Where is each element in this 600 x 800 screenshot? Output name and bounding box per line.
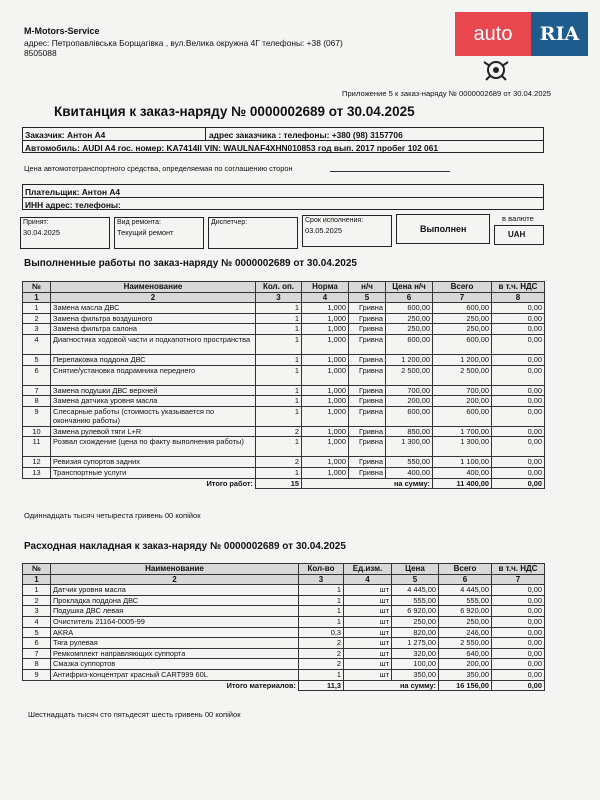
table-cell: 1 100,00 (433, 457, 492, 468)
column-number: 4 (344, 574, 392, 585)
table-row (23, 585, 545, 596)
column-number: 6 (386, 292, 433, 303)
table-cell: 1 275,00 (392, 638, 439, 649)
table-cell: 250,00 (392, 616, 439, 627)
table-cell: Гривна (349, 437, 386, 457)
table-cell: 250,00 (433, 324, 492, 335)
table-cell: 555,00 (439, 595, 492, 606)
column-number: 3 (256, 292, 302, 303)
column-number: 3 (299, 574, 344, 585)
table-cell: 600,00 (433, 406, 492, 426)
table-cell: 1 700,00 (433, 426, 492, 437)
table-cell: 3 (23, 324, 51, 335)
table-cell: 1 200,00 (386, 354, 433, 365)
materials-sum-in-words: Шестнадцать тысяч сто пятьдесят шесть гривень 00 копійок (28, 710, 241, 719)
table-cell: 1 (23, 303, 51, 314)
table-cell: 200,00 (439, 659, 492, 670)
table-cell: 5 (23, 354, 51, 365)
customer-name: Заказчик: Антон А4 (25, 130, 106, 140)
table-cell: AKRA (51, 627, 299, 638)
table-cell: 400,00 (433, 467, 492, 478)
currency-label: в валюте (502, 214, 534, 223)
total-sum: 11 400,00 (433, 478, 492, 489)
company-address: адрес: Петропавлівська Борщагівка , вул.Велика окружна 4Г телефоны: +38 (067) (24, 38, 343, 48)
table-cell: 6 920,00 (439, 606, 492, 617)
table-cell: 0,00 (492, 616, 545, 627)
table-cell: Гривна (349, 385, 386, 396)
table-cell: 1 (299, 616, 344, 627)
table-cell: Замена датчика уровня масла (51, 396, 256, 407)
table-cell: 850,00 (386, 426, 433, 437)
table-cell: Прокладка поддона ДВС (51, 595, 299, 606)
column-number: 7 (492, 574, 545, 585)
car-parts-icon (482, 58, 510, 82)
table-cell: Смазка суппортов (51, 659, 299, 670)
table-cell: Очиститель 21164-0005-99 (51, 616, 299, 627)
works-table (22, 281, 545, 489)
table-cell: Розвал схождение (цена по факту выполнения работы) (51, 437, 256, 457)
table-row (23, 426, 545, 437)
table-cell: Транспортные услуги (51, 467, 256, 478)
table-cell: 0,00 (492, 669, 545, 680)
table-cell: 9 (23, 669, 51, 680)
company-name: M-Motors-Service (24, 26, 100, 36)
table-header-row (23, 564, 545, 575)
total-qty: 15 (256, 478, 302, 489)
table-cell: Замена подушки ДВС верхней (51, 385, 256, 396)
table-cell: 2 (23, 595, 51, 606)
table-cell: 1 (299, 606, 344, 617)
table-cell: 1,000 (302, 365, 349, 385)
table-row (23, 606, 545, 617)
table-cell: 0,00 (492, 385, 545, 396)
table-cell: 2 (256, 457, 302, 468)
table-cell: шт (344, 648, 392, 659)
table-cell: 0,00 (492, 467, 545, 478)
table-row (23, 354, 545, 365)
table-cell: 0,00 (492, 354, 545, 365)
table-cell: 2 (256, 426, 302, 437)
column-number: 5 (392, 574, 439, 585)
table-cell: шт (344, 638, 392, 649)
table-cell: Перепаковка поддона ДВС (51, 354, 256, 365)
table-cell: шт (344, 585, 392, 596)
sum-label: на сумму: (302, 478, 433, 489)
table-cell: 13 (23, 467, 51, 478)
table-cell: 4 445,00 (439, 585, 492, 596)
table-cell: 1 (256, 354, 302, 365)
column-number-row (23, 292, 545, 303)
table-cell: Замена фильтра воздушного (51, 313, 256, 324)
table-cell: 0,00 (492, 638, 545, 649)
table-cell: 0,00 (492, 396, 545, 407)
table-cell: Гривна (349, 457, 386, 468)
table-cell: 2 550,00 (439, 638, 492, 649)
table-row (23, 638, 545, 649)
table-cell: 600,00 (386, 406, 433, 426)
payer-inn: ИНН адрес: телефоны: (25, 200, 121, 210)
table-cell: 1,000 (302, 313, 349, 324)
vehicle-price-note: Цена автомототранспортного средства, определяемая по соглашению сторон (24, 164, 293, 173)
table-cell: 0,00 (492, 324, 545, 335)
total-label: Итого материалов: (226, 680, 296, 690)
table-row (23, 303, 545, 314)
column-header: Всего (439, 564, 492, 575)
table-cell: 0,00 (492, 303, 545, 314)
column-number: 1 (23, 574, 51, 585)
company-phone-cont: 8505088 (24, 48, 57, 58)
accepted-value: 30.04.2025 (23, 228, 60, 237)
table-cell: 600,00 (386, 303, 433, 314)
table-cell: 0,00 (492, 437, 545, 457)
table-cell: 1,000 (302, 396, 349, 407)
total-label: Итого работ: (206, 478, 253, 488)
column-header: в т.ч. НДС (492, 282, 545, 293)
table-cell: 1 (299, 585, 344, 596)
total-vat: 0,00 (492, 478, 545, 489)
table-cell: 250,00 (433, 313, 492, 324)
table-cell: 4 (23, 616, 51, 627)
table-cell: 1 (256, 365, 302, 385)
table-cell: Замена рулевой тяги L+R (51, 426, 256, 437)
table-row (23, 669, 545, 680)
autoria-watermark-logo (455, 12, 588, 56)
table-cell: 1 300,00 (386, 437, 433, 457)
table-cell: 0,00 (492, 595, 545, 606)
table-cell: 600,00 (433, 303, 492, 314)
table-cell: Гривна (349, 467, 386, 478)
table-cell: 820,00 (392, 627, 439, 638)
table-cell: 6 920,00 (392, 606, 439, 617)
table-cell: 1 (256, 385, 302, 396)
table-cell: 12 (23, 457, 51, 468)
table-cell: 0,00 (492, 313, 545, 324)
table-cell: шт (344, 669, 392, 680)
table-cell: 2 (299, 659, 344, 670)
table-cell: 0,00 (492, 648, 545, 659)
table-cell: 1 300,00 (433, 437, 492, 457)
table-cell: 250,00 (386, 313, 433, 324)
table-cell: Гривна (349, 426, 386, 437)
table-cell: Тяга рулевая (51, 638, 299, 649)
table-cell: 200,00 (433, 396, 492, 407)
table-cell: 640,00 (439, 648, 492, 659)
deadline-label: Срок исполнения: (305, 217, 364, 224)
payer-name: Плательщик: Антон А4 (25, 187, 121, 197)
table-row (23, 313, 545, 324)
table-cell: шт (344, 606, 392, 617)
accepted-label: Принят: (23, 219, 49, 226)
table-cell: Замена фильтра салона (51, 324, 256, 335)
table-cell: 1 (256, 406, 302, 426)
table-cell: Антифриз-концентрат красный CART999 60L (51, 669, 299, 680)
table-cell: 1 (256, 437, 302, 457)
table-row (23, 467, 545, 478)
table-cell: 11 (23, 437, 51, 457)
column-header: Наименование (51, 282, 256, 293)
table-cell: 1,000 (302, 324, 349, 335)
table-cell: 200,00 (386, 396, 433, 407)
table-cell: 250,00 (386, 324, 433, 335)
table-cell: 400,00 (386, 467, 433, 478)
table-cell: 600,00 (433, 334, 492, 354)
table-cell: Слесарные работы (стоимость указывается по окончанию работы) (51, 406, 256, 426)
table-cell: 2 (299, 648, 344, 659)
table-cell: шт (344, 616, 392, 627)
table-row (23, 648, 545, 659)
table-cell: 3 (23, 606, 51, 617)
table-cell: 1 (256, 467, 302, 478)
table-cell: 555,00 (392, 595, 439, 606)
column-number: 2 (51, 574, 299, 585)
table-cell: 1 (299, 669, 344, 680)
materials-title: Расходная накладная к заказ-наряду № 0000002689 от 30.04.2025 (24, 541, 346, 552)
table-cell: 1 200,00 (433, 354, 492, 365)
table-cell: Датчик уровня масла (51, 585, 299, 596)
table-cell: 0,00 (492, 659, 545, 670)
total-vat: 0,00 (492, 680, 545, 691)
logo-auto-text: auto (455, 12, 531, 56)
table-cell: шт (344, 627, 392, 638)
table-cell: 1 (299, 595, 344, 606)
table-cell: Гривна (349, 324, 386, 335)
column-header: Кол. оп. (256, 282, 302, 293)
table-cell: Подушка ДВС левая (51, 606, 299, 617)
table-cell: Ревизия супортов задних (51, 457, 256, 468)
table-cell: 2 (23, 313, 51, 324)
column-number: 7 (433, 292, 492, 303)
column-number: 5 (349, 292, 386, 303)
table-cell: 1,000 (302, 457, 349, 468)
table-cell: 1 (256, 313, 302, 324)
table-cell: 6 (23, 365, 51, 385)
column-header: № (23, 564, 51, 575)
table-cell: 9 (23, 406, 51, 426)
table-row (23, 324, 545, 335)
table-cell: 1 (256, 396, 302, 407)
column-number: 6 (439, 574, 492, 585)
table-cell: 1,000 (302, 385, 349, 396)
table-cell: 4 445,00 (392, 585, 439, 596)
column-header: Цена н/ч (386, 282, 433, 293)
column-number-row (23, 574, 545, 585)
totals-row (23, 478, 545, 489)
table-cell: 0,3 (299, 627, 344, 638)
table-cell: 1 (256, 324, 302, 335)
table-cell: шт (344, 595, 392, 606)
works-sum-in-words: Одиннадцать тысяч четыреста гривень 00 копійок (24, 511, 201, 520)
column-header: Наименование (51, 564, 299, 575)
table-cell: 0,00 (492, 426, 545, 437)
table-cell: 700,00 (386, 385, 433, 396)
table-cell: 0,00 (492, 334, 545, 354)
table-cell: 350,00 (392, 669, 439, 680)
table-cell: 0,00 (492, 627, 545, 638)
table-row (23, 595, 545, 606)
column-number: 1 (23, 292, 51, 303)
table-cell: 1,000 (302, 334, 349, 354)
table-cell: Диагностика ходовой части и подкапотного пространства (51, 334, 256, 354)
table-cell: 250,00 (439, 616, 492, 627)
repair-label: Вид ремонта: (117, 219, 161, 226)
table-row (23, 616, 545, 627)
table-cell: 8 (23, 659, 51, 670)
status-done: Выполнен (420, 224, 467, 234)
column-header: н/ч (349, 282, 386, 293)
table-cell: шт (344, 659, 392, 670)
repair-value: Текущий ремонт (117, 228, 174, 237)
column-header: Цена (392, 564, 439, 575)
table-cell: 600,00 (386, 334, 433, 354)
table-row (23, 457, 545, 468)
sum-label: на сумму: (344, 680, 439, 691)
table-cell: Гривна (349, 406, 386, 426)
table-cell: 320,00 (392, 648, 439, 659)
table-cell: 6 (23, 638, 51, 649)
table-cell: 2 (299, 638, 344, 649)
table-row (23, 437, 545, 457)
table-row (23, 365, 545, 385)
table-row (23, 385, 545, 396)
table-cell: Гривна (349, 396, 386, 407)
table-cell: Гривна (349, 365, 386, 385)
annex-note: Приложение 5 к заказ-наряду № 0000002689 от 30.04.2025 (342, 89, 552, 98)
table-cell: 100,00 (392, 659, 439, 670)
totals-row (23, 680, 545, 691)
total-sum: 16 156,00 (439, 680, 492, 691)
table-row (23, 627, 545, 638)
table-cell: Снятие/установка подрамника переднего (51, 365, 256, 385)
table-cell: Ремкомплект направляющих суппорта (51, 648, 299, 659)
table-cell: 1 (256, 334, 302, 354)
table-cell: 7 (23, 648, 51, 659)
table-cell: 550,00 (386, 457, 433, 468)
table-cell: 1,000 (302, 426, 349, 437)
table-cell: 0,00 (492, 365, 545, 385)
table-cell: Замена масла ДВС (51, 303, 256, 314)
column-number: 2 (51, 292, 256, 303)
column-header: в т.ч. НДС (492, 564, 545, 575)
logo-ria-text: RIA (531, 12, 588, 56)
table-cell: 0,00 (492, 606, 545, 617)
table-row (23, 396, 545, 407)
vehicle-info: Автомобиль: AUDI A4 гос. номер: KA7414II VIN: WAULNAF4XHN010853 год вып. 2017 пробег 102 061 (25, 143, 439, 153)
column-header: Норма (302, 282, 349, 293)
column-header: № (23, 282, 51, 293)
table-cell: Гривна (349, 354, 386, 365)
table-header-row (23, 282, 545, 293)
column-number: 8 (492, 292, 545, 303)
table-cell: 10 (23, 426, 51, 437)
table-cell: Гривна (349, 313, 386, 324)
table-cell: 8 (23, 396, 51, 407)
table-cell: 5 (23, 627, 51, 638)
column-header: Ед.изм. (344, 564, 392, 575)
table-cell: 2 500,00 (433, 365, 492, 385)
table-cell: 350,00 (439, 669, 492, 680)
table-cell: Гривна (349, 334, 386, 354)
total-qty: 11,3 (299, 680, 344, 691)
works-title: Выполненные работы по заказ-наряду № 0000002689 от 30.04.2025 (24, 258, 357, 269)
table-cell: Гривна (349, 303, 386, 314)
dispatcher-label: Диспетчер: (211, 219, 248, 226)
table-cell: 1,000 (302, 406, 349, 426)
currency-value: UAH (508, 230, 526, 239)
table-row (23, 406, 545, 426)
table-row (23, 659, 545, 670)
table-cell: 1,000 (302, 354, 349, 365)
receipt-title: Квитанция к заказ-наряду № 0000002689 от 30.04.2025 (54, 104, 415, 119)
table-cell: 2 500,00 (386, 365, 433, 385)
column-header: Всего (433, 282, 492, 293)
table-cell: 1,000 (302, 303, 349, 314)
table-cell: 1,000 (302, 437, 349, 457)
table-cell: 0,00 (492, 457, 545, 468)
table-cell: 0,00 (492, 585, 545, 596)
column-header: Кол-во (299, 564, 344, 575)
materials-table (22, 563, 545, 691)
table-cell: 246,00 (439, 627, 492, 638)
table-cell: 700,00 (433, 385, 492, 396)
table-cell: 1 (23, 585, 51, 596)
table-cell: 4 (23, 334, 51, 354)
table-row (23, 334, 545, 354)
table-cell: 1,000 (302, 467, 349, 478)
deadline-value: 03.05.2025 (305, 226, 342, 235)
table-cell: 0,00 (492, 406, 545, 426)
customer-address: адрес заказчика : телефоны: +380 (98) 3157706 (209, 130, 403, 140)
column-number: 4 (302, 292, 349, 303)
table-cell: 7 (23, 385, 51, 396)
table-cell: 1 (256, 303, 302, 314)
